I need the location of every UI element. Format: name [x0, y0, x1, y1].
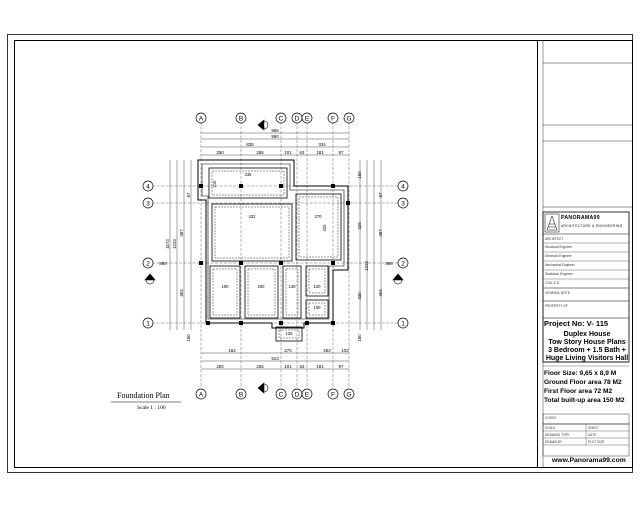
stat-floor-size: Floor Size: 9,65 x 8,9 M	[544, 370, 617, 377]
grid-row-label: 3	[401, 200, 405, 208]
dim-text: 334	[318, 142, 326, 147]
dim-text: 835	[246, 142, 254, 147]
grid-row-label: 4	[146, 183, 150, 191]
field-label-civil: CIVIL E.D	[545, 281, 560, 285]
dim-text: 1223	[172, 239, 177, 249]
room-dim: 120	[313, 284, 321, 289]
grid-col-label: A	[198, 391, 204, 399]
grid-row-label: 2	[146, 260, 150, 268]
dim-text: 330	[357, 292, 362, 300]
dim-text: 101	[284, 150, 292, 155]
dim-text: 102	[341, 348, 349, 353]
grid-row-label: 1	[401, 320, 405, 328]
grid-lines-horizontal	[152, 186, 400, 323]
dim-text: 387	[378, 229, 383, 237]
row-drawing-type: DRAWING TYPE	[545, 433, 570, 437]
dim-text: 255	[256, 364, 264, 369]
dim-text: 97	[338, 150, 344, 155]
dim-text: 63	[299, 150, 305, 155]
plan-title: Foundation Plan	[117, 391, 170, 400]
grid-col-label: B	[238, 391, 244, 399]
grid-row-labels	[146, 184, 405, 328]
dim-text: 898	[385, 261, 393, 266]
room-dim: 190	[221, 284, 229, 289]
grid-col-label: E	[304, 115, 310, 123]
grid-row-label: 3	[146, 200, 150, 208]
grid-col-label: F	[331, 391, 335, 399]
dim-text: 1223	[364, 261, 369, 271]
column-pads	[199, 184, 350, 325]
dim-text: 181	[316, 364, 324, 369]
website-link[interactable]: www.Panorama99.com	[552, 457, 626, 464]
grid-col-label: G	[346, 391, 352, 399]
field-label-structural: Structural Engineer	[545, 245, 573, 249]
dim-text: 404	[378, 289, 383, 297]
dim-text: 913	[271, 356, 279, 361]
grid-row-label: 4	[401, 183, 405, 191]
dim-text: 387	[179, 229, 184, 237]
field-label-general-note: GENERAL NOTE	[545, 291, 570, 295]
grid-col-label: C	[278, 115, 284, 123]
grid-col-label: A	[198, 115, 204, 123]
room-dim: 210	[212, 180, 217, 188]
foundation-plan	[111, 113, 408, 402]
plan-scale: Scale 1 : 100	[137, 405, 166, 411]
dim-text: 263	[323, 348, 331, 353]
foundation-outline	[198, 160, 348, 328]
dim-text: 404	[179, 289, 184, 297]
dim-text: 150	[186, 334, 191, 342]
field-label-mechanical: Mechanical Engineer	[545, 263, 575, 267]
dim-text: 270	[284, 348, 292, 353]
company-name: PANORAMA99	[561, 215, 600, 221]
grid-col-label: F	[331, 115, 335, 123]
grid-col-label: C	[278, 391, 284, 399]
dim-text: 326	[357, 222, 362, 230]
dim-text: 97	[338, 364, 344, 369]
dim-text: 255	[256, 150, 264, 155]
dim-text: 250	[216, 150, 224, 155]
grid-col-label: D	[294, 115, 300, 123]
dim-text: 162	[228, 348, 236, 353]
grid-col-label: G	[346, 115, 352, 123]
grid-row-label: 2	[401, 260, 405, 268]
room-dimension-texts	[212, 172, 327, 336]
room-dim: 200	[257, 284, 265, 289]
dim-text: 1073	[165, 239, 170, 249]
section-markers	[145, 120, 403, 393]
company-logo	[545, 214, 559, 232]
room-dim: 100	[313, 305, 321, 310]
company-subtitle: ARCHITECTURE & ENGINEERING	[561, 224, 623, 228]
room-dim: 325	[322, 224, 327, 232]
room-dim: 270	[314, 214, 322, 219]
room-dim: 130	[288, 284, 296, 289]
grid-row-label: 1	[146, 320, 150, 328]
dim-text: 150	[357, 171, 362, 179]
row-date: DATE	[588, 433, 597, 437]
field-label-sanitation: Sanitation Engineer	[545, 272, 573, 276]
inner-border	[15, 41, 633, 468]
dim-text: 898	[159, 261, 167, 266]
project-title-line-4: Huge Living Visitors Hall	[545, 355, 629, 362]
grid-col-label: B	[238, 115, 244, 123]
dim-text: 87	[378, 192, 383, 198]
row-drawn-by: DRAWN BY	[545, 440, 563, 444]
project-number: Project No: V- 115	[544, 319, 609, 328]
field-label-property: PROPERTY OF	[545, 304, 568, 308]
stat-total-area: Total built-up area 150 M2	[544, 397, 625, 404]
project-title-line-1: Duplex House	[563, 331, 611, 338]
north-label: N	[263, 123, 267, 127]
dim-text: 101	[284, 364, 292, 369]
dim-text: 181	[316, 150, 324, 155]
project-title-line-3: 3 Bedroom + 1.5 Bath +	[548, 347, 626, 354]
dim-text: 965	[271, 128, 279, 133]
room-dim: 125	[285, 331, 293, 336]
dim-text: 990	[271, 134, 279, 139]
grid-col-label: E	[304, 391, 310, 399]
field-label-electrical: Electrical Engineer	[545, 254, 572, 258]
client-label: CLIENT	[545, 416, 557, 420]
dim-text: 150	[357, 334, 362, 342]
stat-first-floor: First Floor area 72 M2	[544, 388, 613, 395]
field-label-architect: ARCHITECT	[545, 237, 564, 241]
dim-text: 250	[216, 364, 224, 369]
stat-ground-floor: Ground Floor area 78 M2	[544, 379, 622, 386]
room-footings	[209, 168, 341, 341]
dim-text: 87	[186, 192, 191, 198]
outer-border	[8, 35, 633, 473]
project-title-line-2: Tow Story House Plans	[548, 339, 626, 346]
room-dim: 335	[244, 172, 252, 177]
grid-col-label: D	[294, 391, 300, 399]
row-sheet: SHEET	[588, 426, 599, 430]
room-dim: 432	[248, 214, 256, 219]
row-scale: SCALE	[545, 426, 556, 430]
dim-text: 63	[299, 364, 305, 369]
row-plot-size: PLOT SIZE	[588, 440, 605, 444]
